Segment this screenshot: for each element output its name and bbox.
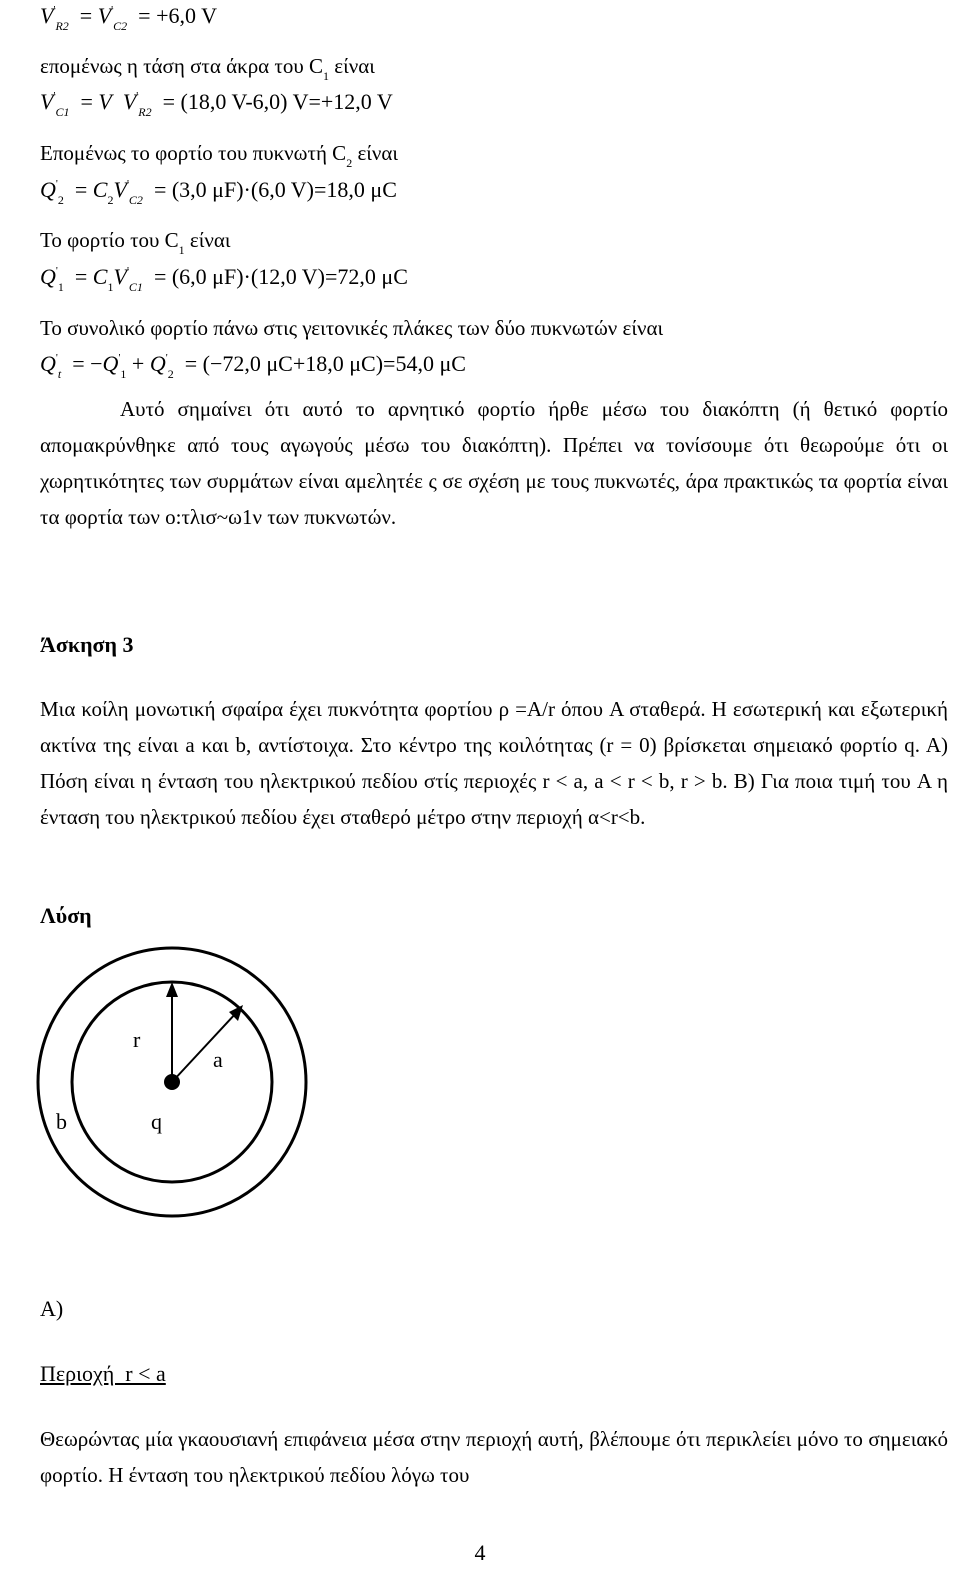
label-r: r bbox=[133, 1027, 141, 1052]
label-q: q bbox=[151, 1109, 162, 1134]
heading-solution: Λύση bbox=[40, 903, 92, 928]
equation-vr2: $V'_{R2} = V'_{C2} = +6,0$ V bbox=[40, 3, 217, 33]
label-a: a bbox=[213, 1047, 223, 1072]
label-part-a: A) bbox=[40, 1296, 64, 1321]
paragraph-exercise-statement: Μια κοίλη μονωτική σφαίρα έχει πυκνότητα φορτίου ρ =A/r όπου A σταθερά. Η εσωτερική και εξωτερική ακτίνα της είναι a και b, αντίστοιχα. Στο κέντρο της κοιλότητας (r = 0) βρίσκεται σημειακό φορτίο q. A) Πόση είναι η ένταση του ηλεκτρικού πεδίου στίς περιοχές r < a, a < r < b, r > b. B) Για ποια τιμή του A η ένταση του ηλεκτρικού πεδίου έχει σταθερό μέτρο στην περιοχή α<r<b. bbox=[40, 697, 948, 829]
paragraph-explanation: Αυτό σημαίνει ότι αυτό το αρνητικό φορτίο ήρθε μέσω του διακόπτη (ή θετικό φορτίο απομακρύνθηκε από τους αγωγούς μέσω του διακόπτη). Πρέπει να τονίσουμε ότι θεωρούμε ότι οι χωρητικότητες των συρμάτων είναι αμελητέε ς σε σχέση με τους πυκνωτές, άρα πρακτικώς τα φορτία είναι τα φορτία των ο:τλισ~ω1ν των πυκνωτών. bbox=[40, 397, 948, 529]
radius-a-arrow bbox=[172, 1012, 237, 1082]
radius-r-arrowhead bbox=[166, 982, 178, 997]
equation-q2: $Q'_2 = C_2V'_{C2} = (3,0$ μF)·(6,0 V)=18,0 μC bbox=[40, 177, 397, 207]
text-line-charge-c1: Το φορτίο του $C_1$ είναι bbox=[40, 228, 231, 257]
text-line-charge-c2: Επομένως το φορτίο του πυκνωτή $C_2$ είναι bbox=[40, 141, 399, 170]
heading-exercise-3: Άσκηση 3 bbox=[40, 632, 134, 657]
equation-qt: $Q'_t = -Q'_1 + Q'_2 = (-72,0$ μC+18,0 μC)=54,0 μC bbox=[40, 351, 466, 381]
page-number: 4 bbox=[474, 1540, 486, 1565]
label-b: b bbox=[56, 1109, 67, 1134]
text-line-voltage-c1: επομένως η τάση στα άκρα του $C_1$ είναι bbox=[40, 54, 375, 83]
subheading-region-r-less-a: Περιοχή r < a bbox=[40, 1361, 166, 1386]
equation-q1: $Q'_1 = C_1V'_{C1} = (6,0$ μF)·(12,0 V)=72,0 μC bbox=[40, 264, 408, 294]
concentric-sphere-figure bbox=[30, 945, 340, 1245]
text-line-total-charge: Το συνολικό φορτίο πάνω στις γειτονικές πλάκες των δύο πυκνωτών είναι bbox=[40, 316, 664, 340]
equation-vc1: $V'_{C1} = V$ $V'_{R2} = (18,0$ V-6,0) V=+12,0 V bbox=[40, 89, 393, 119]
point-charge-q bbox=[164, 1074, 180, 1090]
paragraph-gauss-surface: Θεωρώντας μία γκαουσιανή επιφάνεια μέσα στην περιοχή αυτή, βλέπουμε ότι περικλείει μόνο το σημειακό φορτίο. Η ένταση του ηλεκτρικού πεδίου λόγω του bbox=[40, 1427, 948, 1487]
